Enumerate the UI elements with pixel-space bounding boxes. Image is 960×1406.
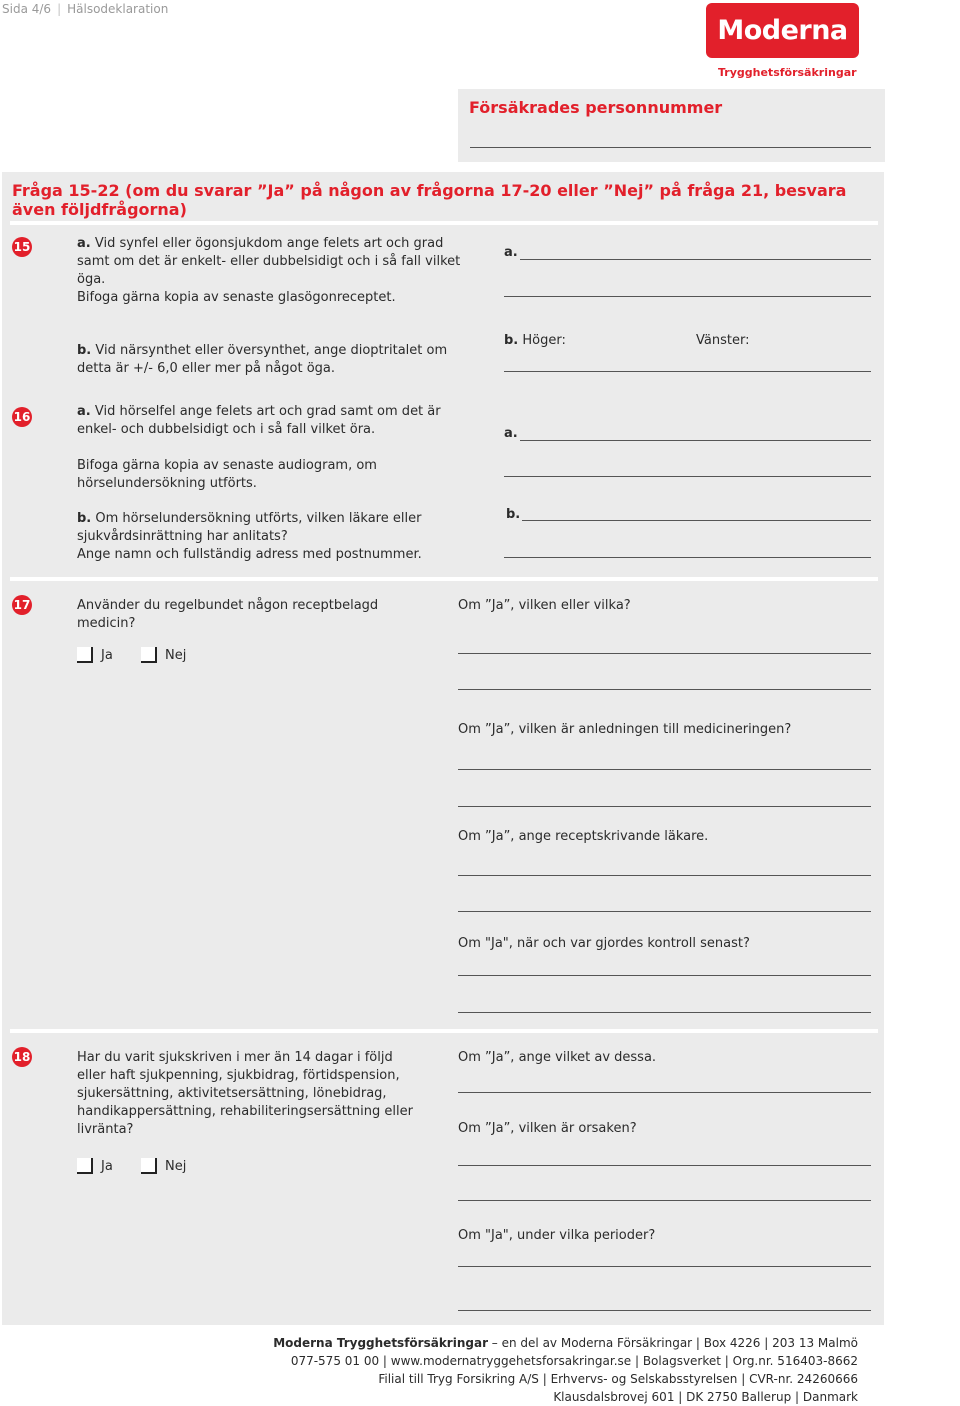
q17-f2-line-1[interactable] bbox=[458, 769, 871, 770]
q16a-answer-line-2[interactable] bbox=[504, 476, 871, 477]
q18-yes-label: Ja bbox=[101, 1159, 113, 1174]
q17-f4-line-2[interactable] bbox=[458, 1012, 871, 1013]
q18-no-checkbox[interactable] bbox=[141, 1158, 157, 1174]
page-number: Sida 4/6 bbox=[2, 2, 52, 16]
footer-line-1: – en del av Moderna Försäkringar | Box 4226 | 203 13 Malmö bbox=[487, 1336, 858, 1350]
q18-followup-1: Om ”Ja”, ange vilket av dessa. bbox=[458, 1050, 657, 1065]
personnummer-field[interactable] bbox=[470, 147, 871, 148]
q17-f3-line-2[interactable] bbox=[458, 911, 871, 912]
q16a-text: a. Vid hörselfel ange felets art och grad samt om det är enkel- och dubbelsidigt och i så fall vilket öra. Bifoga gärna kopia av senaste audiogram, om hörselundersökning utförts. bbox=[77, 404, 441, 491]
q16b-text: b. Om hörselundersökning utförts, vilken läkare eller sjukvårdsinrättning har anlitats? Ange namn och fullständig adress med postnummer. bbox=[77, 511, 422, 562]
q18-yes-checkbox[interactable] bbox=[77, 1158, 93, 1174]
q16a-answer-line-1[interactable] bbox=[520, 440, 871, 441]
q17-f3-line-1[interactable] bbox=[458, 875, 871, 876]
q18-f2-line-1[interactable] bbox=[458, 1165, 871, 1166]
q17-text: Använder du regelbundet någon receptbelagd medicin? bbox=[77, 598, 379, 631]
moderna-logo bbox=[706, 3, 859, 58]
q18-followup-2: Om ”Ja”, vilken är orsaken? bbox=[458, 1121, 637, 1136]
q17-followup-3: Om ”Ja”, ange receptskrivande läkare. bbox=[458, 829, 709, 844]
q15b-left-eye-label: Vänster: bbox=[696, 333, 750, 348]
q15b-answer-line[interactable] bbox=[504, 371, 871, 372]
q15a-text: a. Vid synfel eller ögonsjukdom ange felets art och grad samt om det är enkelt- eller dubbelsidigt och i så fall vilket öga. Bifoga gärna kopia av senaste glasögonreceptet. bbox=[77, 236, 461, 305]
q17-yes-label: Ja bbox=[101, 648, 113, 663]
q16b-answer-line-2[interactable] bbox=[504, 557, 871, 558]
footer-line-2: 077-575 01 00 | www.modernatryggehetsforsakringar.se | Bolagsverket | Org.nr. 516403-8662 bbox=[290, 1354, 858, 1368]
q17-f2-line-2[interactable] bbox=[458, 806, 871, 807]
section-title: Fråga 15-22 (om du svarar ”Ja” på någon av frågorna 17-20 eller ”Nej” på fråga 21, besvara även följdfrågorna) bbox=[12, 181, 847, 219]
q18-f3-line-1[interactable] bbox=[458, 1266, 871, 1267]
footer-company: Moderna Trygghetsförsäkringar bbox=[273, 1336, 488, 1350]
q15b-right-eye-label: b. Höger: bbox=[504, 333, 566, 348]
q17-no-label: Nej bbox=[165, 648, 187, 663]
q16b-answer-line-1[interactable] bbox=[522, 520, 871, 521]
q17-f4-line-1[interactable] bbox=[458, 975, 871, 976]
q15a-answer-label: a. bbox=[504, 245, 518, 260]
footer bbox=[273, 1334, 858, 1406]
q17-followup-2: Om ”Ja”, vilken är anledningen till medicineringen? bbox=[458, 722, 792, 737]
divider bbox=[10, 577, 878, 581]
logo-subtitle: Trygghetsförsäkringar bbox=[718, 66, 857, 79]
q15b-text: b. Vid närsynthet eller översynthet, ange dioptritalet om detta är +/- 6,0 eller mer på något öga. bbox=[77, 343, 448, 376]
q16a-answer-label: a. bbox=[504, 426, 518, 441]
footer-line-4: Klausdalsbrovej 601 | DK 2750 Ballerup | Danmark bbox=[553, 1390, 858, 1404]
q18-f3-line-2[interactable] bbox=[458, 1310, 871, 1311]
q18-f2-line-2[interactable] bbox=[458, 1200, 871, 1201]
q17-f1-line-2[interactable] bbox=[458, 689, 871, 690]
footer-line-3: Filial till Tryg Forsikring A/S | Erhvervs- og Selskabsstyrelsen | CVR-nr. 24260666 bbox=[378, 1372, 858, 1386]
logo-text: Moderna bbox=[717, 15, 848, 46]
question-number-16: 16 bbox=[12, 407, 32, 427]
document-title: Hälsodeklaration bbox=[67, 2, 169, 16]
q18-f1-line[interactable] bbox=[458, 1092, 871, 1093]
q16b-answer-label: b. bbox=[506, 507, 521, 522]
q17-yes-checkbox[interactable] bbox=[77, 647, 93, 663]
divider bbox=[10, 1029, 878, 1033]
q18-text: Har du varit sjukskriven i mer än 14 dagar i följd eller haft sjukpenning, sjukbidrag, förtidspension, sjukersättning, aktivitetsersättning, lönebidrag, handikappersättning, rehabiliteringsersättning eller livränta? bbox=[77, 1050, 413, 1137]
personnummer-label: Försäkrades personnummer bbox=[469, 98, 723, 117]
question-number-17: 17 bbox=[12, 595, 32, 615]
q18-no-label: Nej bbox=[165, 1159, 187, 1174]
question-number-18: 18 bbox=[12, 1047, 32, 1067]
page-header: Sida 4/6 | Hälsodeklaration bbox=[2, 2, 169, 16]
q17-followup-1: Om ”Ja”, vilken eller vilka? bbox=[458, 598, 631, 613]
q15a-answer-line-1[interactable] bbox=[520, 259, 871, 260]
divider bbox=[10, 221, 878, 225]
q17-f1-line-1[interactable] bbox=[458, 653, 871, 654]
q18-followup-3: Om "Ja", under vilka perioder? bbox=[458, 1228, 656, 1243]
q15a-answer-line-2[interactable] bbox=[504, 296, 871, 297]
q17-followup-4: Om "Ja", när och var gjordes kontroll senast? bbox=[458, 936, 750, 951]
question-number-15: 15 bbox=[12, 237, 32, 257]
q17-no-checkbox[interactable] bbox=[141, 647, 157, 663]
